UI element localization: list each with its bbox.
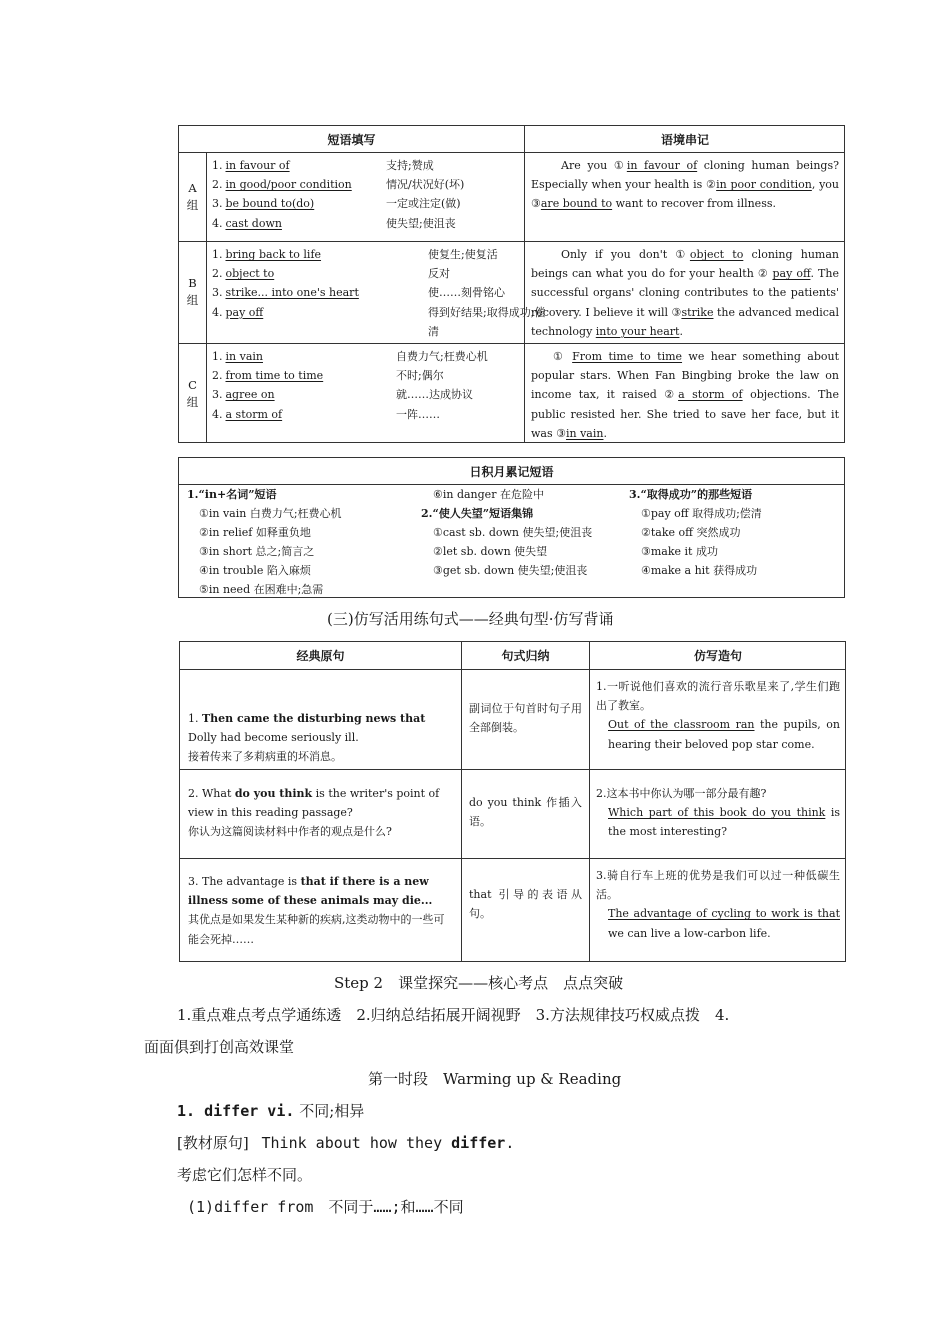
phrase-item (212, 405, 517, 424)
item-number: 3. (212, 388, 223, 402)
context-text: objections. The public resisted her. She tried to save her face, but it was ③ (531, 388, 839, 440)
phrase-english: a storm of (225, 407, 283, 421)
section-title: (三)仿写活用练句式——经典句型·仿写背诵 (327, 610, 614, 628)
phrase-column-3 (629, 485, 762, 580)
phrase-entry: ④make a hit 获得成功 (641, 564, 758, 578)
divider (180, 858, 845, 859)
context-text: cloning human beings can what you do for your health ② (531, 248, 839, 281)
context-text: Are you ① (561, 159, 627, 172)
answer-phrase: The advantage of cycling to work is that (608, 907, 840, 921)
phrase-english: in favour of (225, 159, 290, 172)
context-text: cloning human beings? Especially when your health is ② (531, 159, 839, 192)
divider (206, 152, 207, 442)
period-heading (368, 1063, 621, 1095)
context-text: , you ③ (531, 178, 840, 211)
group-label (179, 275, 206, 309)
item-heading (177, 1095, 364, 1127)
divider (179, 241, 844, 242)
phrase-chinese: 反对 (428, 267, 450, 281)
sentence-part: . (505, 1134, 515, 1152)
context-text: Only if you don't ① (561, 248, 690, 261)
sentence-text: the pupils, on hearing their beloved pop star come. (608, 718, 840, 751)
headword: 1. differ vi. (177, 1102, 295, 1120)
divider (179, 152, 844, 153)
imitation-sentence (596, 677, 840, 754)
phrase-chinese: 就……达成协议 (396, 388, 473, 402)
imitation-chinese: 3.骑自行车上班的优势是我们可以过一种低碳生活。 (596, 869, 840, 902)
answer-phrase: Out of the classroom ran (608, 718, 755, 732)
pattern-summary: do you think 作插入语。 (469, 796, 582, 829)
group-label-text: A组 (186, 180, 199, 212)
sentence-part: Think about how they (261, 1134, 452, 1152)
item-number: 4. (212, 407, 223, 421)
context-text: ① (553, 350, 573, 363)
answer-phrase: object to (689, 248, 744, 261)
phrase-item (212, 366, 517, 385)
divider (180, 669, 845, 670)
phrase-chinese: 一阵…… (396, 407, 440, 421)
phrase-column-2 (421, 485, 592, 580)
context-text: we hear something about popular stars. When Fan Bingbing broke the law on income tax, it raised ② (531, 350, 840, 402)
phrase-entry: ②let sb. down 使失望 (433, 545, 548, 559)
sentence-text: is the most interesting? (608, 806, 840, 839)
phrase-english: agree on (225, 388, 275, 402)
sentence-text: 2. What (188, 787, 235, 800)
original-english (188, 709, 455, 747)
phrase-english: object to (225, 267, 275, 281)
phrase-chinese: 得到好结果;取得成功;偿清 (428, 305, 546, 338)
phrase-chinese: 使……刻骨铭心 (428, 286, 505, 300)
sentence-text: 1. (188, 712, 202, 725)
answer-phrase: Which part of this book do you think (608, 806, 826, 820)
paragraph-line: 1.重点难点考点学通练透 2.归纳总结拓展开阔视野 3.方法规律技巧权威点拨 4. (177, 1006, 730, 1024)
phrase-english: pay off (225, 305, 264, 319)
answer-phrase: pay off (772, 267, 811, 281)
group-label-text: B组 (186, 276, 199, 307)
phrase-chinese: 一定或注定(做) (386, 197, 461, 211)
period-title: 第一时段 Warming up & Reading (368, 1070, 622, 1088)
original-sentence (188, 784, 455, 842)
answer-phrase: strike (681, 305, 714, 319)
phrase-column-1 (187, 485, 342, 600)
label: [教材原句] (177, 1134, 249, 1152)
step2-heading: Step 2 课堂探究——核心考点 点点突破 (334, 974, 624, 992)
textbook-sentence (177, 1127, 514, 1159)
sub-point: (1)differ from 不同于……;和……不同 (187, 1198, 464, 1216)
sentence-text: we can live a low-carbon life. (608, 926, 771, 940)
accumulated-phrases-table (178, 457, 845, 598)
header-phrase-fill: 短语填写 (327, 132, 376, 147)
imitation-english (596, 904, 840, 942)
key-pattern: do you think (234, 787, 313, 800)
phrase-chinese: 不时;偶尔 (396, 369, 444, 383)
keyword: differ (451, 1134, 506, 1152)
group-label (179, 180, 206, 214)
answer-phrase: From time to time (572, 350, 683, 363)
context-paragraph (531, 156, 839, 214)
pattern-summary: that 引导的表语从句。 (469, 888, 582, 921)
phrase-english: in vain (225, 350, 263, 363)
divider (461, 642, 462, 961)
phrase-entry: ⑥in danger 在危险中 (433, 488, 544, 501)
phrase-english: from time to time (225, 369, 324, 383)
phrase-item (212, 283, 517, 302)
sentence (262, 1134, 515, 1152)
paragraph-line: 面面俱到打创高效课堂 (144, 1038, 295, 1056)
imitation-sentence (596, 784, 840, 842)
item-number: 2. (212, 178, 223, 192)
group-label (179, 377, 206, 411)
phrase-item (212, 175, 517, 194)
imitation-english (596, 715, 840, 753)
original-sentence (188, 709, 455, 767)
table-title: 日积月累记短语 (469, 464, 554, 479)
group-label-text: C组 (186, 377, 199, 409)
phrase-entry: ①in vain 白费力气;枉费心机 (199, 507, 342, 521)
original-chinese: 接着传来了多莉病重的坏消息。 (188, 750, 342, 764)
headword-meaning: 不同;相异 (299, 1102, 365, 1120)
answer-phrase: in poor condition (716, 178, 812, 192)
context-text: the advanced medical technology (531, 305, 839, 338)
item-number: 2. (212, 267, 223, 281)
phrase-entry: ③make it 成功 (641, 545, 718, 559)
phrase-item (212, 385, 517, 404)
phrase-table (178, 125, 845, 443)
phrase-entry: ①pay off 取得成功;偿清 (641, 507, 762, 521)
imitation-english (596, 803, 840, 841)
sentence-text: 3. The advantage is (188, 875, 301, 888)
context-text: want to recover from illness. (612, 197, 776, 211)
phrase-item (212, 264, 517, 283)
divider (179, 343, 844, 344)
key-pattern: Then came the disturbing news that (202, 712, 426, 725)
item-number: 4. (212, 305, 223, 319)
translation: 考虑它们怎样不同。 (177, 1166, 313, 1184)
original-chinese: 其优点是如果发生某种新的疾病,这类动物中的一些可能会死掉…… (188, 913, 445, 946)
pattern-summary: 副词位于句首时句子用全部倒装。 (469, 702, 582, 735)
divider (180, 769, 845, 770)
item-number: 3. (212, 286, 223, 300)
item-number: 4. (212, 216, 223, 230)
item-number: 1. (212, 350, 223, 363)
phrase-chinese: 支持;赞成 (386, 159, 434, 172)
sentence-text: is the writer's point of view in this reading passage? (188, 787, 440, 820)
sentence-text: Dolly had become seriously ill. (188, 731, 359, 745)
phrase-entry: ③in short 总之;简言之 (199, 545, 315, 559)
original-english (188, 784, 455, 822)
context-text: . (603, 426, 607, 440)
phrase-group-heading: 1.“in+名词”短语 (187, 488, 277, 501)
phrase-entry: ③get sb. down 使失望;使沮丧 (433, 564, 588, 578)
context-text: . The successful organs' cloning contributes to the patients' recovery. I believe it will ③ (531, 267, 839, 319)
phrase-english: cast down (225, 216, 282, 230)
context-paragraph (531, 347, 839, 443)
context-text: . (679, 324, 683, 338)
header-pattern: 句式归纳 (501, 649, 550, 663)
divider (589, 642, 590, 961)
item-number: 1. (212, 248, 223, 261)
phrase-item (212, 245, 517, 264)
phrase-entry: ⑤in need 在困难中;急需 (199, 583, 324, 597)
answer-phrase: are bound to (540, 197, 613, 211)
item-number: 1. (212, 159, 223, 172)
phrase-entry: ①cast sb. down 使失望;使沮丧 (433, 526, 593, 540)
phrase-entry: ④in trouble 陷入麻烦 (199, 564, 311, 578)
phrase-chinese: 自费力气;枉费心机 (396, 350, 488, 363)
answer-phrase: in vain (565, 426, 604, 440)
phrase-group-heading: 3.“取得成功”的那些短语 (629, 488, 753, 501)
answer-phrase: a storm of (678, 388, 743, 402)
header-original: 经典原句 (296, 649, 345, 663)
original-sentence (188, 872, 455, 949)
item-number: 2. (212, 369, 223, 383)
phrase-item (212, 347, 517, 366)
sentence-pattern-table (179, 641, 846, 962)
answer-phrase: into your heart (595, 324, 680, 338)
phrase-item (212, 156, 517, 175)
phrase-entry: ②take off 突然成功 (641, 526, 741, 540)
phrase-group-heading: 2.“使人失望”短语集锦 (421, 507, 534, 521)
answer-phrase: in favour of (626, 159, 698, 172)
phrase-chinese: 使复生;使复活 (428, 248, 498, 261)
phrase-english: strike... into one's heart (225, 286, 359, 300)
phrase-item (212, 303, 546, 338)
original-english (188, 872, 455, 910)
imitation-sentence (596, 866, 840, 943)
phrase-entry: ②in relief 如释重负地 (199, 526, 311, 540)
context-paragraph (531, 245, 839, 341)
imitation-chinese: 1.一听说他们喜欢的流行音乐歌星来了,学生们跑出了教室。 (596, 680, 840, 713)
divider (524, 126, 525, 442)
phrase-item (212, 214, 517, 233)
phrase-chinese: 情况/状况好(坏) (386, 178, 465, 192)
original-chinese: 你认为这篇阅读材料中作者的观点是什么? (188, 825, 392, 839)
phrase-english: be bound to(do) (225, 197, 315, 211)
phrase-english: bring back to life (225, 248, 322, 261)
key-pattern: that if there is a new illness some of these animals may die... (188, 875, 433, 908)
item-number: 3. (212, 197, 223, 211)
header-context-memory: 语境串记 (660, 132, 709, 147)
imitation-chinese: 2.这本书中你认为哪一部分最有趣? (596, 787, 767, 800)
phrase-chinese: 使失望;使沮丧 (386, 216, 456, 230)
phrase-item (212, 194, 517, 213)
phrase-english: in good/poor condition (225, 178, 352, 192)
header-imitation: 仿写造句 (693, 649, 742, 663)
